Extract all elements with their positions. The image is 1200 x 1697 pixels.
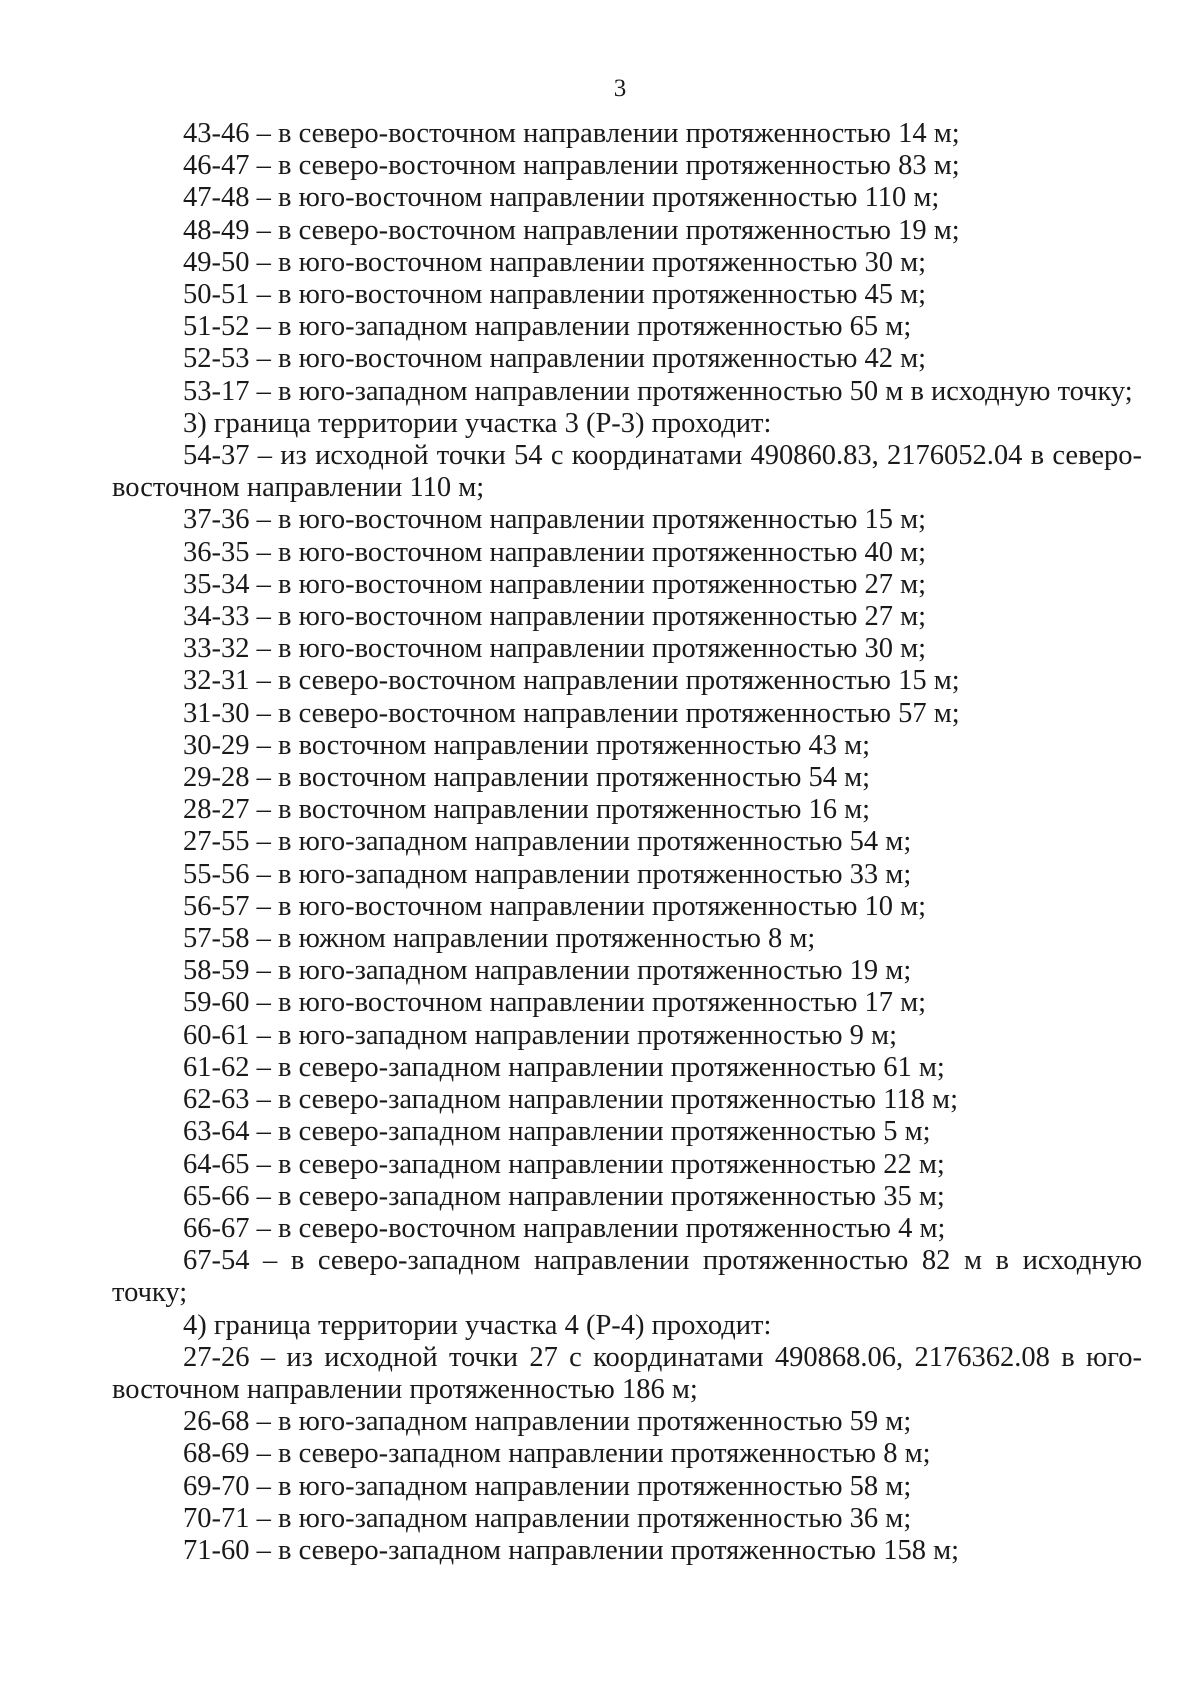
text-line: 47-48 – в юго-восточном направлении протяженностью 110 м; (183, 182, 940, 214)
text-line: 61-62 – в северо-западном направлении протяженностью 61 м; (183, 1051, 945, 1083)
text-line: 37-36 – в юго-восточном направлении протяженностью 15 м; (183, 504, 927, 536)
text-line: 34-33 – в юго-восточном направлении протяженностью 27 м; (183, 601, 927, 633)
text-line: 65-66 – в северо-западном направлении протяженностью 35 м; (183, 1180, 945, 1212)
text-line: 53-17 – в юго-западном направлении протяженностью 50 м в исходную точку; (183, 375, 1133, 407)
text-line: 62-63 – в северо-западном направлении протяженностью 118 м; (183, 1084, 958, 1116)
text-line: 66-67 – в северо-восточном направлении протяженностью 4 м; (183, 1212, 946, 1244)
text-line: 55-56 – в юго-западном направлении протяженностью 33 м; (183, 858, 912, 890)
page-number: 3 (613, 75, 627, 102)
text-line: 36-35 – в юго-восточном направлении протяженностью 40 м; (183, 536, 927, 568)
text-line: 71-60 – в северо-западном направлении протяженностью 158 м; (183, 1534, 960, 1566)
text-line: 64-65 – в северо-западном направлении протяженностью 22 м; (183, 1148, 945, 1180)
text-line: 56-57 – в юго-восточном направлении протяженностью 10 м; (183, 890, 927, 922)
text-line: 49-50 – в юго-восточном направлении протяженностью 30 м; (183, 246, 927, 278)
text-line: 32-31 – в северо-восточном направлении протяженностью 15 м; (183, 665, 960, 697)
text-line: 69-70 – в юго-западном направлении протяженностью 58 м; (183, 1470, 912, 1502)
text-line: 33-32 – в юго-восточном направлении протяженностью 30 м; (183, 633, 927, 665)
text-line: 28-27 – в восточном направлении протяженностью 16 м; (183, 794, 871, 826)
text-line: 4) граница территории участка 4 (Р-4) проходит: (183, 1309, 772, 1341)
text-line: 59-60 – в юго-восточном направлении протяженностью 17 м; (183, 987, 927, 1019)
text-line: 54-37 – из исходной точки 54 с координатами 490860.83, 2176052.04 в северо- (183, 440, 1142, 472)
text-line: 57-58 – в южном направлении протяженностью 8 м; (183, 923, 816, 955)
text-line: 27-26 – из исходной точки 27 с координатами 490868.06, 2176362.08 в юго- (183, 1341, 1142, 1373)
text-line: восточном направлении протяженностью 186 м; (112, 1373, 698, 1405)
text-line: 43-46 – в северо-восточном направлении протяженностью 14 м; (183, 118, 960, 149)
text-line: 67-54 – в северо-западном направлении протяженностью 82 м в исходную (183, 1245, 1142, 1277)
text-line: 68-69 – в северо-западном направлении протяженностью 8 м; (183, 1438, 931, 1470)
text-line: 31-30 – в северо-восточном направлении протяженностью 57 м; (183, 697, 960, 729)
text-line: восточном направлении 110 м; (112, 472, 485, 504)
text-line: 50-51 – в юго-восточном направлении протяженностью 45 м; (183, 279, 927, 311)
text-line: 52-53 – в юго-восточном направлении протяженностью 42 м; (183, 343, 927, 375)
document-body (112, 118, 1142, 1567)
text-line: 26-68 – в юго-западном направлении протяженностью 59 м; (183, 1406, 912, 1438)
text-line: 3) граница территории участка 3 (Р-3) проходит: (183, 407, 772, 439)
text-line: 30-29 – в восточном направлении протяженностью 43 м; (183, 729, 871, 761)
text-line: 27-55 – в юго-западном направлении протяженностью 54 м; (183, 826, 912, 858)
text-line: 29-28 – в восточном направлении протяженностью 54 м; (183, 762, 871, 794)
text-line: 58-59 – в юго-западном направлении протяженностью 19 м; (183, 955, 912, 987)
text-line: точку; (112, 1277, 188, 1309)
text-line: 48-49 – в северо-восточном направлении протяженностью 19 м; (183, 214, 960, 246)
text-line: 60-61 – в юго-западном направлении протяженностью 9 м; (183, 1019, 897, 1051)
text-line: 35-34 – в юго-восточном направлении протяженностью 27 м; (183, 568, 927, 600)
text-line: 46-47 – в северо-восточном направлении протяженностью 83 м; (183, 150, 960, 182)
text-line: 70-71 – в юго-западном направлении протяженностью 36 м; (183, 1502, 912, 1534)
text-line: 63-64 – в северо-западном направлении протяженностью 5 м; (183, 1116, 931, 1148)
text-line: 51-52 – в юго-западном направлении протяженностью 65 м; (183, 311, 912, 343)
